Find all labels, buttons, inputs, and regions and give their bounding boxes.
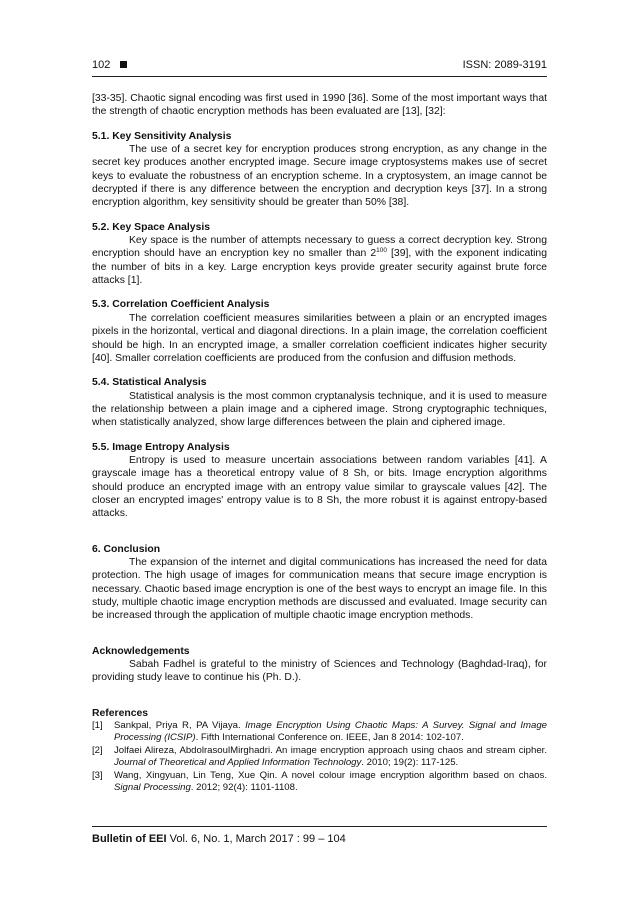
section-heading-acknowledgements: Acknowledgements (92, 645, 190, 657)
references-list (92, 720, 547, 794)
section-text-key-sensitivity: The use of a secret key for encryption produces strong encryption, as any change in the secret key produces another encrypted image. Secure image cryptosystems makes use of secret keys to evaluate the robustness of an encryption scheme. In a cryptosystem, an image cannot be decrypted if there is any difference between the encryption and decryption keys [37]. In a strong encryption algorithm, key sensitivity should be greater than 50% [38]. (92, 144, 547, 209)
page-footer (92, 832, 547, 846)
section-text-conclusion: The expansion of the internet and digital communications has increased the need for data protection. The high usage of images for communication means that secure image encryption is necessary. Chaotic based image encryption is one of the best ways to encrypt an image file. In this study, multiple chaotic image encryption methods are discussed and evaluated. Image security can be increased through the application of multiple chaotic image encryption methods. (92, 556, 547, 622)
section-heading-key-space: 5.2. Key Space Analysis (92, 221, 211, 233)
reference-item: [3] Wang, Xingyuan, Lin Teng, Xue Qin. A novel colour image encryption algorithm based on chaos. Signal Processing. 2012; 92(4): 1101-1108. (92, 770, 547, 794)
reference-item: [1] Sankpal, Priya R, PA Vijaya. Image Encryption Using Chaotic Maps: A Survey. Signal and Image Processing (ICSIP). Fifth International Conference on. IEEE, Jan 8 2014: 102-107. (92, 720, 548, 744)
intro-paragraph: [33-35]. Chaotic signal encoding was first used in 1990 [36]. Some of the most important ways that the strength of chaotic encryption methods has been evaluated are [13], [32]: (92, 93, 547, 118)
section-heading-correlation: 5.3. Correlation Coefficient Analysis (92, 299, 270, 311)
section-text-acknowledgements: Sabah Fadhel is grateful to the ministry of Sciences and Technology (Baghdad-Iraq), for providing study leave to continue his (Ph. D.). (92, 659, 547, 684)
page-number: 102 (92, 59, 111, 71)
issn-label: ISSN: 2089-3191 (462, 59, 547, 71)
references-heading: References (92, 707, 149, 719)
square-bullet-icon (120, 61, 127, 68)
section-heading-conclusion: 6. Conclusion (92, 543, 161, 555)
exponent: 100 (376, 247, 387, 255)
journal-name: Bulletin of EEI (92, 833, 167, 845)
header-rule (92, 76, 547, 77)
section-text-correlation: The correlation coefficient measures similarities between a plain or an encrypted images pixels in the horizontal, vertical and diagonal directions. In a plain image, the correlation coefficient should be high. In an encrypted image, a smaller correlation coefficient indicates higher security [40]. Smaller correlation coefficients are produced from the confusion and diffusion methods. (92, 312, 547, 364)
article-body (92, 92, 547, 795)
journal-details: Vol. 6, No. 1, March 2017 : 99 – 104 (166, 833, 346, 845)
footer-rule (92, 826, 547, 827)
section-text-key-space: Key space is the number of attempts necessary to guess a correct decryption key. Strong encryption should have an encryption key no smaller than $2^{100}$ [39], with the exponent indicating the number of bits in a key. Large encryption keys provide greater security against brute force attacks [1]. (92, 235, 547, 287)
section-text-statistical: Statistical analysis is the most common cryptanalysis technique, and it is used to measure the relationship between a plain image and a ciphered image. Strong cryptographic techniques, when statistically analyzed, show large differences between the plain and ciphered image. (92, 390, 547, 429)
section-text-entropy: Entropy is used to measure uncertain associations between random variables [41]. A grayscale image has a theoretical entropy value of 8 Sh, or bits. Image encryption algorithms should produce an encrypted image with an entropy value similar to grayscale values [42]. The closer an encrypted images' entropy value is to 8 Sh, the more robust it is against entropy-based attacks. (92, 454, 547, 520)
page-header (92, 58, 547, 76)
section-heading-entropy: 5.5. Image Entropy Analysis (92, 441, 230, 453)
section-heading-statistical: 5.4. Statistical Analysis (92, 377, 207, 389)
reference-item: [2] Jolfaei Alireza, AbdolrasoulMirghadri. An image encryption approach using chaos and stream cipher. Journal of Theoretical and Applied Information Technology. 2010; 19(2): 117-125. (92, 745, 547, 769)
section-heading-key-sensitivity: 5.1. Key Sensitivity Analysis (92, 130, 232, 142)
